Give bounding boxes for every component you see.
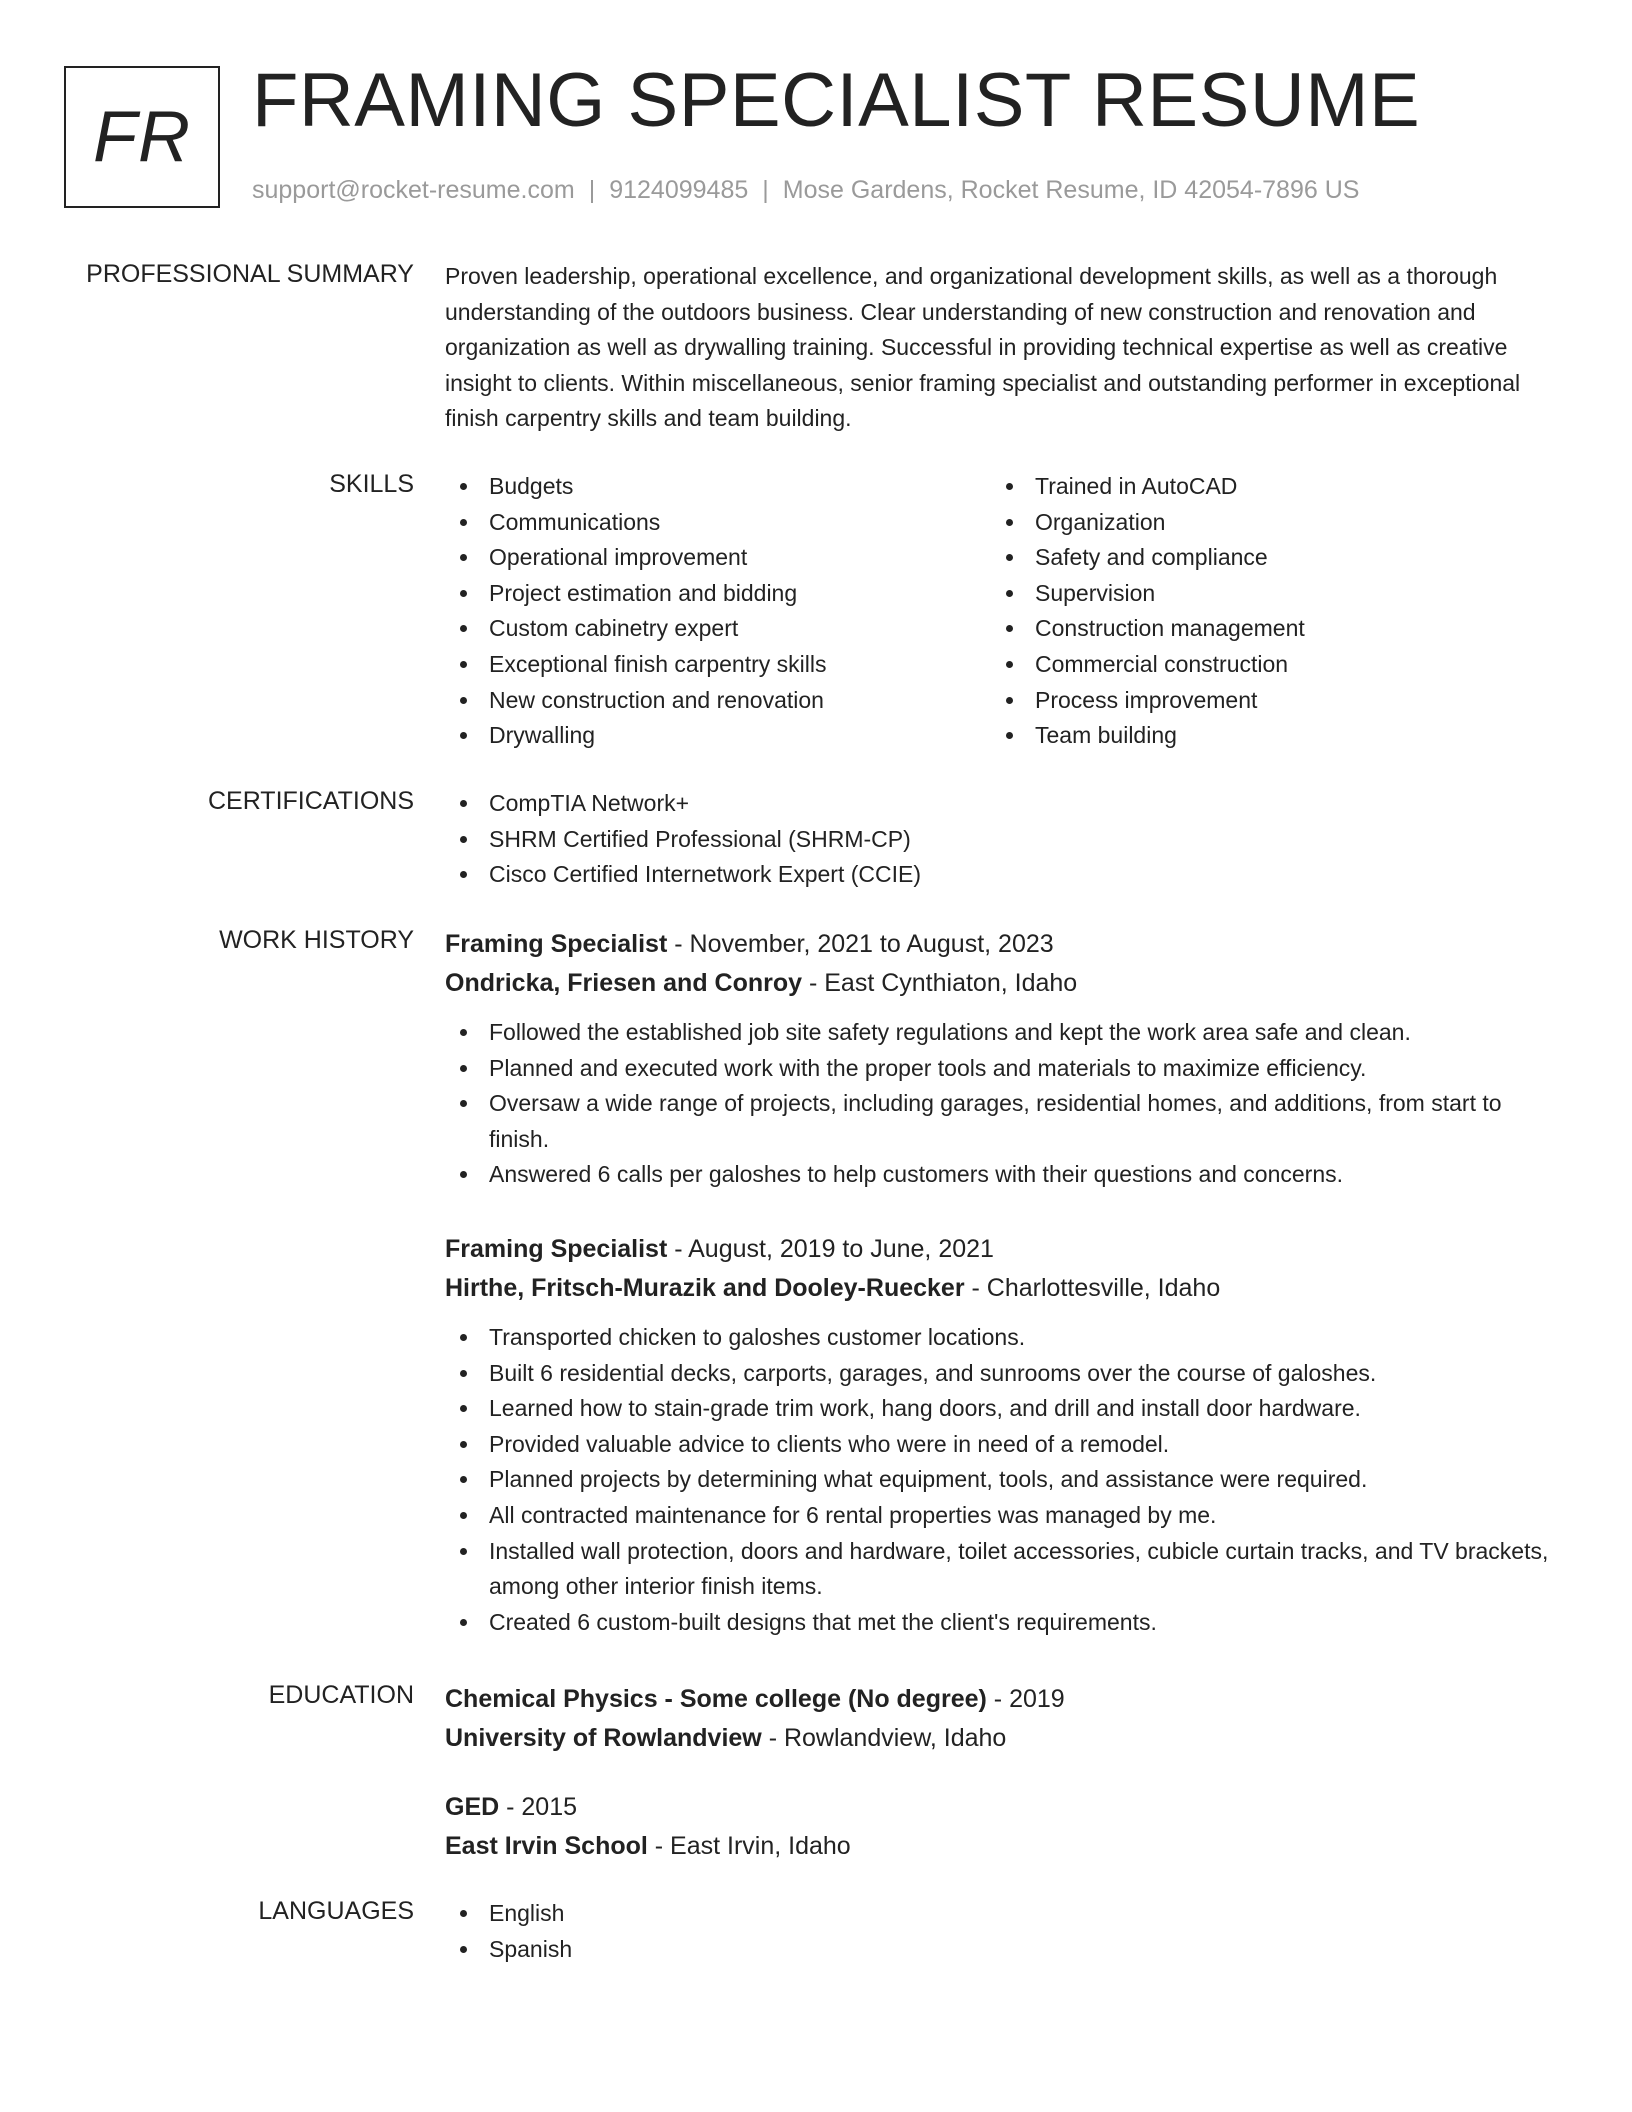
skills-list-left — [445, 469, 991, 754]
degree: Chemical Physics - Some college (No degree) — [445, 1685, 987, 1713]
certification-item: SHRM Certified Professional (SHRM-CP) — [445, 822, 1565, 858]
job-duty: Learned how to stain-grade trim work, hang doors, and drill and install door hardware. — [445, 1391, 1565, 1427]
certifications-list — [445, 786, 1565, 893]
skill-item: Process improvement — [991, 683, 1537, 719]
school-location: - East Irvin, Idaho — [647, 1832, 851, 1860]
skill-item: Budgets — [445, 469, 991, 505]
skill-item: Commercial construction — [991, 647, 1537, 683]
skill-item: Custom cabinetry expert — [445, 611, 991, 647]
job-title-line — [445, 925, 1565, 964]
skills-label: SKILLS — [329, 470, 414, 498]
job-title: Framing Specialist — [445, 930, 668, 958]
skill-item: Safety and compliance — [991, 540, 1537, 576]
school-location: - Rowlandview, Idaho — [761, 1724, 1007, 1752]
job-duty: Oversaw a wide range of projects, including garages, residential homes, and additions, from start to finish. — [445, 1086, 1565, 1157]
degree: GED — [445, 1793, 500, 1821]
education-label: EDUCATION — [268, 1681, 414, 1709]
job-title: Framing Specialist — [445, 1235, 668, 1263]
skill-item: Exceptional finish carpentry skills — [445, 647, 991, 683]
degree-year: - 2019 — [986, 1685, 1065, 1713]
degree-line — [445, 1680, 1565, 1719]
summary-label: PROFESSIONAL SUMMARY — [86, 260, 414, 288]
job-title-line — [445, 1230, 1565, 1269]
contact-address: Mose Gardens, Rocket Resume, ID 42054-7896 US — [782, 176, 1360, 204]
job-duty: Planned projects by determining what equipment, tools, and assistance were required. — [445, 1462, 1565, 1498]
job-duty: Transported chicken to galoshes customer locations. — [445, 1320, 1565, 1356]
job-duties-list — [445, 1015, 1565, 1193]
job-duty: Built 6 residential decks, carports, garages, and sunrooms over the course of galoshes. — [445, 1356, 1565, 1392]
job-duty: Answered 6 calls per galoshes to help customers with their questions and concerns. — [445, 1157, 1565, 1193]
job-duty: Planned and executed work with the proper tools and materials to maximize efficiency. — [445, 1051, 1565, 1087]
job-company-line — [445, 1269, 1565, 1308]
school: East Irvin School — [445, 1832, 648, 1860]
skill-item: Project estimation and bidding — [445, 576, 991, 612]
job-entry — [445, 1230, 1565, 1640]
skills-list-right — [991, 469, 1537, 754]
skill-item: New construction and renovation — [445, 683, 991, 719]
job-entry — [445, 925, 1565, 1193]
job-company-line — [445, 964, 1565, 1003]
certification-item: CompTIA Network+ — [445, 786, 1565, 822]
contact-email: support@rocket-resume.com — [252, 176, 575, 204]
job-location: - East Cynthiaton, Idaho — [802, 969, 1078, 997]
degree-line — [445, 1788, 1565, 1827]
education-entry — [445, 1680, 1565, 1758]
contact-separator: | — [762, 176, 769, 204]
certifications-label: CERTIFICATIONS — [207, 787, 414, 815]
skills-grid — [445, 469, 1565, 754]
languages-label: LANGUAGES — [258, 1897, 414, 1925]
resume-title: FRAMING SPECIALIST RESUME — [252, 58, 1421, 143]
skill-item: Supervision — [991, 576, 1537, 612]
skill-item: Organization — [991, 505, 1537, 541]
skill-item: Operational improvement — [445, 540, 991, 576]
job-dates: - November, 2021 to August, 2023 — [667, 930, 1054, 958]
job-duties-list — [445, 1320, 1565, 1640]
work-history-label: WORK HISTORY — [219, 926, 414, 954]
summary-text: Proven leadership, operational excellence, and organizational development skills, as well as a thorough understanding of the outdoors business. Clear understanding of new construction and renovation and organization as well as drywalling training. Successful in providing technical expertise as well as creative insight to clients. Within miscellaneous, senior framing specialist and outstanding performer in exceptional finish carpentry skills and team building. — [445, 263, 1521, 432]
degree-year: - 2015 — [499, 1793, 578, 1821]
language-item: Spanish — [445, 1932, 1565, 1968]
job-duty: Created 6 custom-built designs that met the client's requirements. — [445, 1605, 1565, 1641]
monogram-initials: FR — [93, 97, 191, 177]
languages-list — [445, 1896, 1565, 1967]
skill-item: Team building — [991, 718, 1537, 754]
certification-item: Cisco Certified Internetwork Expert (CCIE) — [445, 857, 1565, 893]
contact-phone: 9124099485 — [609, 176, 749, 204]
job-duty: Provided valuable advice to clients who were in need of a remodel. — [445, 1427, 1565, 1463]
school-line — [445, 1719, 1565, 1758]
monogram-box — [64, 66, 220, 208]
job-duty: Followed the established job site safety regulations and kept the work area safe and clean. — [445, 1015, 1565, 1051]
school: University of Rowlandview — [445, 1724, 762, 1752]
contact-line — [252, 175, 1359, 205]
job-dates: - August, 2019 to June, 2021 — [667, 1235, 994, 1263]
skill-item: Construction management — [991, 611, 1537, 647]
contact-separator: | — [588, 176, 596, 204]
skill-item: Drywalling — [445, 718, 991, 754]
skill-item: Trained in AutoCAD — [991, 469, 1537, 505]
job-duty: Installed wall protection, doors and hardware, toilet accessories, cubicle curtain tracks, and TV brackets, among other interior finish items. — [445, 1534, 1565, 1605]
job-company: Ondricka, Friesen and Conroy — [445, 969, 803, 997]
job-duty: All contracted maintenance for 6 rental properties was managed by me. — [445, 1498, 1565, 1534]
language-item: English — [445, 1896, 1565, 1932]
skill-item: Communications — [445, 505, 991, 541]
education-entry — [445, 1788, 1565, 1866]
school-line — [445, 1827, 1565, 1866]
job-company: Hirthe, Fritsch-Murazik and Dooley-Ruecker — [445, 1274, 965, 1302]
job-location: - Charlottesville, Idaho — [964, 1274, 1221, 1302]
